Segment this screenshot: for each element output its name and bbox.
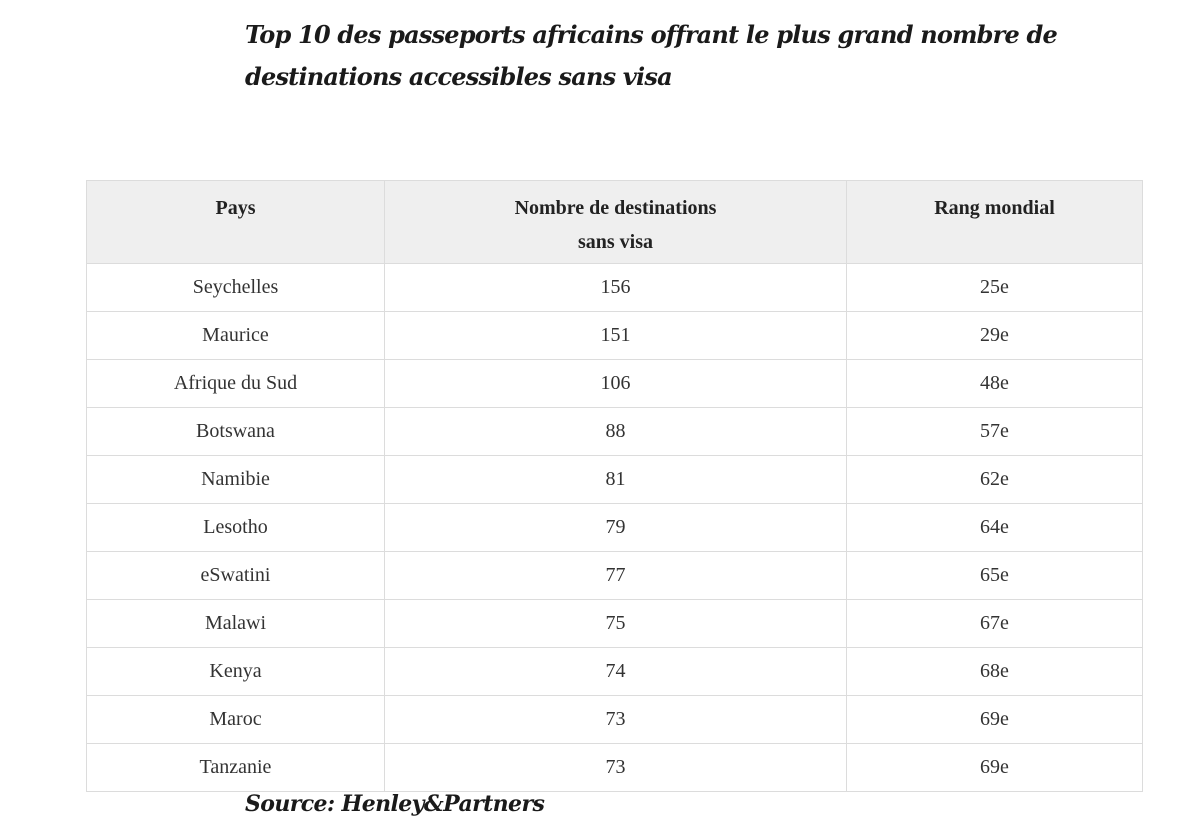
column-header-destinations-line1: Nombre de destinations: [514, 197, 717, 219]
cell-rank: 69e: [847, 744, 1143, 792]
cell-rank: 67e: [847, 600, 1143, 648]
cell-country: Seychelles: [87, 264, 385, 312]
table-row: [87, 648, 1143, 696]
cell-country: Botswana: [87, 408, 385, 456]
cell-rank: 62e: [847, 456, 1143, 504]
cell-rank: 57e: [847, 408, 1143, 456]
cell-country: Lesotho: [87, 504, 385, 552]
cell-destinations: 73: [385, 744, 847, 792]
table-header-row: [87, 181, 1143, 264]
cell-rank: 69e: [847, 696, 1143, 744]
cell-destinations: 106: [385, 360, 847, 408]
cell-country: eSwatini: [87, 552, 385, 600]
table-row: [87, 504, 1143, 552]
table-row: [87, 360, 1143, 408]
cell-country: Maroc: [87, 696, 385, 744]
cell-country: Maurice: [87, 312, 385, 360]
cell-destinations: 74: [385, 648, 847, 696]
cell-country: Tanzanie: [87, 744, 385, 792]
page-title: Top 10 des passeports africains offrant le plus grand nombre de destinations accessibles sans visa: [245, 20, 1057, 91]
table-row: [87, 312, 1143, 360]
column-header-destinations: [385, 181, 847, 264]
cell-country: Afrique du Sud: [87, 360, 385, 408]
table-row: [87, 552, 1143, 600]
cell-destinations: 88: [385, 408, 847, 456]
cell-rank: 65e: [847, 552, 1143, 600]
table-row: [87, 408, 1143, 456]
table-row: [87, 696, 1143, 744]
column-header-destinations-line2: sans visa: [577, 231, 654, 253]
source-caption: Source: Henley&Partners: [245, 791, 545, 817]
cell-destinations: 151: [385, 312, 847, 360]
cell-rank: 29e: [847, 312, 1143, 360]
cell-destinations: 79: [385, 504, 847, 552]
cell-destinations: 156: [385, 264, 847, 312]
cell-rank: 48e: [847, 360, 1143, 408]
table-row: [87, 600, 1143, 648]
cell-destinations: 81: [385, 456, 847, 504]
cell-destinations: 75: [385, 600, 847, 648]
column-header-rank: Rang mondial: [847, 181, 1143, 264]
cell-country: Kenya: [87, 648, 385, 696]
table-row: [87, 456, 1143, 504]
passport-table: [86, 180, 1143, 792]
cell-country: Namibie: [87, 456, 385, 504]
cell-destinations: 73: [385, 696, 847, 744]
cell-destinations: 77: [385, 552, 847, 600]
table-row: [87, 264, 1143, 312]
cell-rank: 64e: [847, 504, 1143, 552]
column-header-country: Pays: [87, 181, 385, 264]
cell-rank: 68e: [847, 648, 1143, 696]
cell-country: Malawi: [87, 600, 385, 648]
cell-rank: 25e: [847, 264, 1143, 312]
